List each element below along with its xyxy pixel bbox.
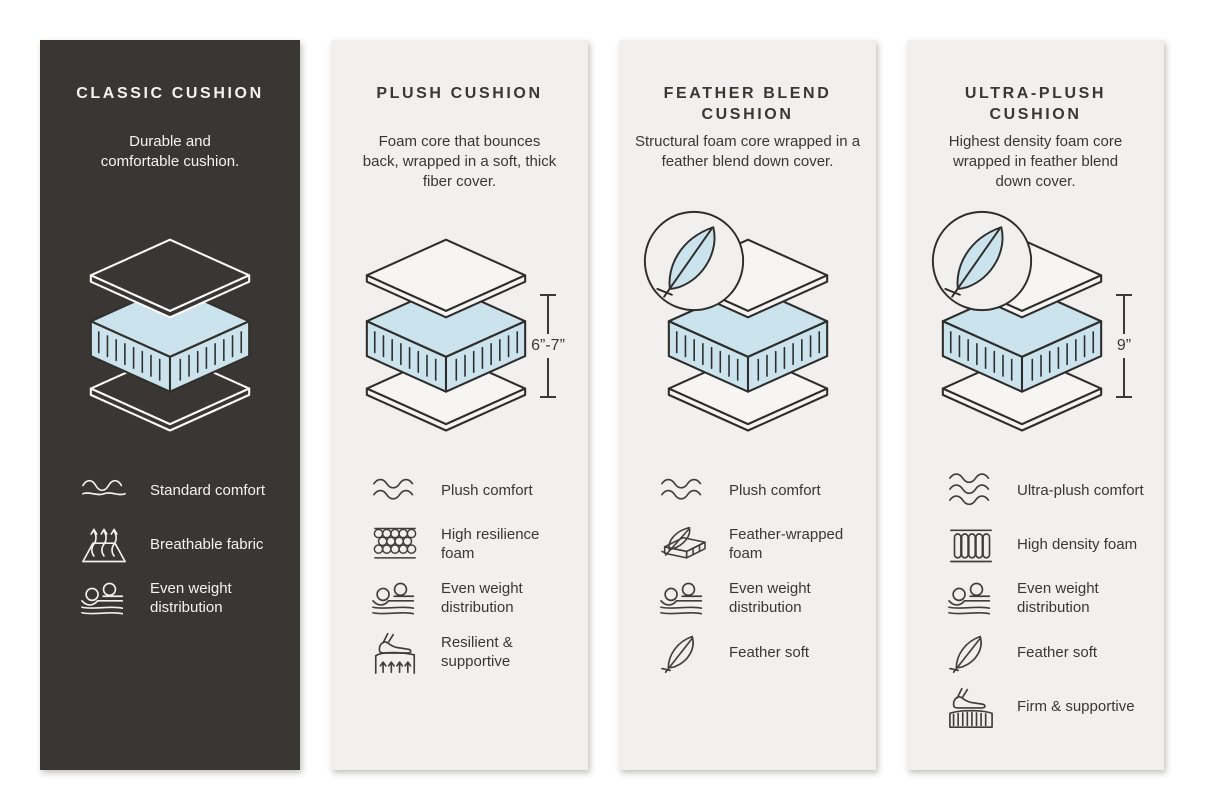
feature-label: High resilience foam bbox=[441, 526, 540, 562]
feature-row bbox=[76, 576, 286, 622]
feature-list bbox=[921, 468, 1150, 730]
feature-list bbox=[633, 468, 862, 676]
feather-icon bbox=[943, 630, 999, 676]
cushion-diagram bbox=[345, 210, 574, 468]
card-title: FEATHER BLEND CUSHION bbox=[663, 85, 832, 123]
measure-line bbox=[1123, 358, 1125, 396]
foot-arrows-icon bbox=[367, 630, 423, 676]
measure-line bbox=[547, 296, 549, 334]
feather-badge-icon bbox=[929, 208, 1035, 314]
feature-label: High density foam bbox=[1017, 535, 1138, 553]
feature-label: Plush comfort bbox=[729, 481, 821, 499]
cushion-diagram bbox=[54, 210, 286, 468]
feature-row bbox=[943, 522, 1150, 568]
honeycomb-foam-icon bbox=[367, 522, 423, 568]
feature-row bbox=[367, 468, 574, 514]
feature-list bbox=[345, 468, 574, 676]
wave-comfort-icon bbox=[367, 468, 423, 514]
feature-row bbox=[655, 468, 862, 514]
foot-firm-icon bbox=[943, 684, 999, 730]
wave-comfort-icon bbox=[655, 468, 711, 514]
card-title: PLUSH CUSHION bbox=[376, 85, 543, 102]
feature-row bbox=[943, 684, 1150, 730]
feature-label: Feather-wrapped foam bbox=[729, 526, 844, 562]
measure-line bbox=[547, 358, 549, 396]
even-weight-icon bbox=[943, 576, 999, 622]
foam-pills-icon bbox=[943, 522, 999, 568]
feature-row bbox=[655, 522, 862, 568]
feature-row bbox=[655, 576, 862, 622]
feature-label: Even weight distribution bbox=[1017, 580, 1099, 616]
wave-comfort-icon bbox=[76, 468, 132, 514]
card-classic-cushion bbox=[40, 40, 300, 770]
feather-foam-icon bbox=[655, 522, 711, 568]
card-title: CLASSIC CUSHION bbox=[76, 85, 264, 102]
measure-value: 6”-7” bbox=[531, 337, 565, 354]
measure-value: 9” bbox=[1116, 337, 1132, 354]
feature-row bbox=[367, 576, 574, 622]
feature-label: Resilient & supportive bbox=[441, 634, 513, 670]
feature-row bbox=[943, 630, 1150, 676]
feature-row bbox=[943, 576, 1150, 622]
card-description: Highest density foam core wrapped in feather blend down cover. bbox=[948, 133, 1123, 190]
feature-label: Breathable fabric bbox=[150, 535, 264, 553]
feature-label: Even weight distribution bbox=[150, 580, 232, 616]
even-weight-icon bbox=[76, 576, 132, 622]
measure-cap-bottom bbox=[1116, 396, 1132, 398]
feature-label: Plush comfort bbox=[441, 481, 533, 499]
feature-row bbox=[367, 522, 574, 568]
even-weight-icon bbox=[655, 576, 711, 622]
feature-label: Feather soft bbox=[1017, 643, 1098, 661]
cushion-layers-illustration bbox=[351, 238, 541, 433]
height-measurement bbox=[1100, 294, 1148, 398]
card-feather-blend-cushion bbox=[619, 40, 876, 770]
feather-badge-icon bbox=[641, 208, 747, 314]
feature-list bbox=[54, 468, 286, 622]
height-measurement bbox=[524, 294, 572, 398]
feature-label: Standard comfort bbox=[150, 481, 266, 499]
feature-row bbox=[943, 468, 1150, 514]
feature-label: Feather soft bbox=[729, 643, 810, 661]
measure-cap-bottom bbox=[540, 396, 556, 398]
wave-comfort-icon bbox=[943, 468, 999, 514]
feature-label: Ultra-plush comfort bbox=[1017, 481, 1144, 499]
cushion-diagram bbox=[921, 210, 1150, 468]
card-title: ULTRA-PLUSH CUSHION bbox=[964, 85, 1107, 123]
measure-line bbox=[1123, 296, 1125, 334]
cushion-layers-illustration bbox=[75, 238, 265, 433]
feather-icon bbox=[655, 630, 711, 676]
even-weight-icon bbox=[367, 576, 423, 622]
feature-label: Firm & supportive bbox=[1017, 697, 1135, 715]
card-ultra-plush-cushion bbox=[907, 40, 1164, 770]
card-plush-cushion bbox=[331, 40, 588, 770]
cushion-diagram bbox=[633, 210, 862, 468]
feature-row bbox=[76, 522, 286, 568]
feature-label: Even weight distribution bbox=[729, 580, 811, 616]
feature-label: Even weight distribution bbox=[441, 580, 523, 616]
card-description: Foam core that bounces back, wrapped in a soft, thick fiber cover. bbox=[362, 133, 557, 190]
card-description: Durable and comfortable cushion. bbox=[100, 133, 240, 170]
breathable-fabric-icon bbox=[76, 522, 132, 568]
feature-row bbox=[655, 630, 862, 676]
feature-row bbox=[367, 630, 574, 676]
feature-row bbox=[76, 468, 286, 514]
card-description: Structural foam core wrapped in a feather blend down cover. bbox=[634, 133, 861, 170]
